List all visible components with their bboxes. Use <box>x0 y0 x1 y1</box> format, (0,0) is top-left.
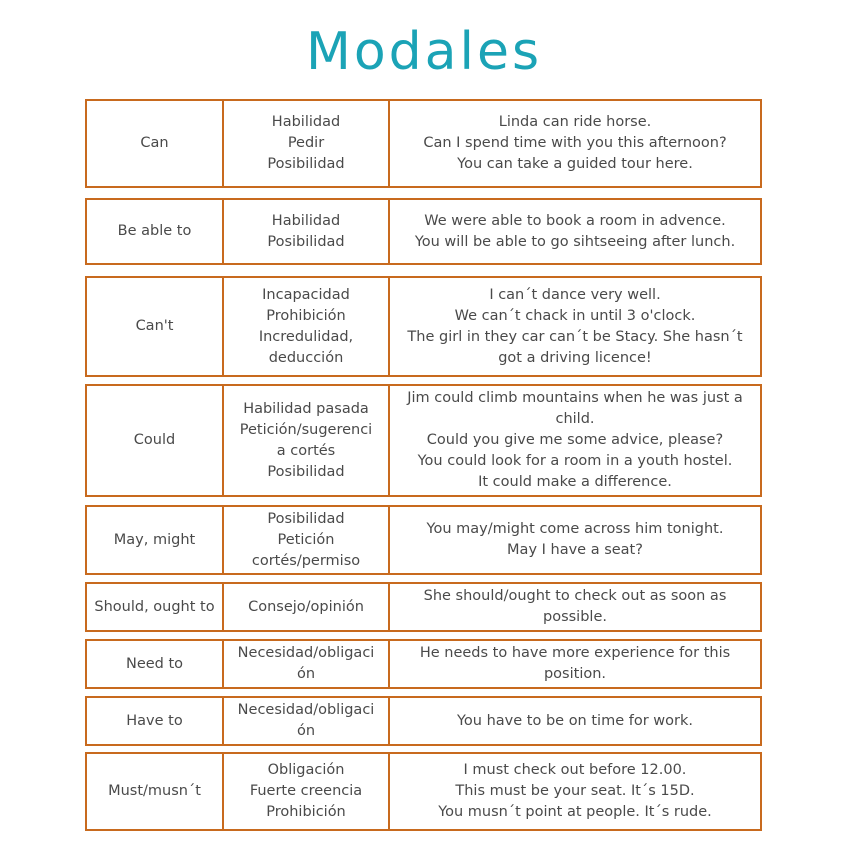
examples-cell <box>390 200 760 263</box>
use-line: cortés/permiso <box>251 552 361 569</box>
uses-cell <box>224 278 390 375</box>
modal-cell <box>87 698 224 744</box>
modal-label: Can <box>140 135 169 151</box>
use-line: Posibilidad <box>267 233 345 250</box>
table-row <box>85 505 762 575</box>
modal-cell <box>87 278 224 375</box>
uses-cell <box>224 584 390 630</box>
example-line: We were able to book a room in advence. <box>424 212 726 229</box>
use-line: Posibilidad <box>267 156 345 172</box>
modal-label: Must/musn´t <box>108 783 201 799</box>
use-line: Prohibición <box>266 307 346 324</box>
modal-label: Should, ought to <box>94 598 215 615</box>
use-line: ón <box>296 723 316 739</box>
example-line: She should/ought to check out as soon as <box>423 588 727 604</box>
table-row <box>85 276 762 377</box>
example-line: possible. <box>543 609 607 625</box>
modal-cell <box>87 200 224 263</box>
example-line: You musn´t point at people. It´s rude. <box>438 804 712 820</box>
example-line: This must be your seat. It´s 15D. <box>455 783 695 799</box>
example-line: got a driving licence! <box>498 349 652 366</box>
example-line: May I have a seat? <box>507 542 643 558</box>
example-line: child. <box>555 411 595 427</box>
example-line: I can´t dance very well. <box>489 286 661 303</box>
use-line: Habilidad <box>271 114 341 130</box>
uses-cell <box>224 698 390 744</box>
example-line: Could you give me some advice, please? <box>426 432 724 448</box>
modal-cell <box>87 584 224 630</box>
examples-cell <box>390 101 760 186</box>
uses-cell <box>224 507 390 573</box>
use-line: Obligación <box>267 762 345 778</box>
examples-cell <box>390 754 760 829</box>
modal-label: Have to <box>126 712 183 729</box>
uses-cell <box>224 641 390 687</box>
modal-label: Could <box>133 432 176 448</box>
table-row <box>85 639 762 689</box>
example-line: It could make a difference. <box>478 474 672 490</box>
examples-cell <box>390 698 760 744</box>
use-line: ón <box>296 666 316 682</box>
example-line: I must check out before 12.00. <box>463 762 687 778</box>
example-line: Jim could climb mountains when he was just a <box>407 390 743 406</box>
example-line: You can take a guided tour here. <box>457 156 693 172</box>
modal-cell <box>87 507 224 573</box>
use-line: Petición <box>277 531 335 548</box>
table-row <box>85 99 762 188</box>
example-line: We can´t chack in until 3 o'clock. <box>454 307 696 324</box>
table-row <box>85 752 762 831</box>
use-line: Petición/sugerenci <box>239 421 373 438</box>
use-line: Necesidad/obligaci <box>237 645 375 661</box>
example-line: position. <box>543 666 607 682</box>
use-line: a cortés <box>276 442 336 459</box>
modal-cell <box>87 641 224 687</box>
uses-cell <box>224 754 390 829</box>
examples-cell <box>390 278 760 375</box>
example-line: The girl in they car can´t be Stacy. She hasn´t <box>407 328 743 345</box>
page-title: Modales <box>305 22 543 82</box>
use-line: Incapacidad <box>262 286 350 303</box>
use-line: Necesidad/obligaci <box>237 702 375 718</box>
table-row <box>85 384 762 497</box>
use-line: Posibilidad <box>267 463 345 480</box>
modal-cell <box>87 386 224 495</box>
use-line: Pedir <box>287 135 325 151</box>
use-line: Habilidad pasada <box>243 400 369 417</box>
example-line: Can I spend time with you this afternoon? <box>423 135 727 151</box>
example-line: You will be able to go sihtseeing after lunch. <box>414 233 736 250</box>
use-line: Habilidad <box>271 212 341 229</box>
modal-label: Be able to <box>117 223 192 239</box>
uses-cell <box>224 386 390 495</box>
modal-label: Can't <box>135 318 174 334</box>
use-line: Fuerte creencia <box>249 783 363 799</box>
table-row <box>85 582 762 632</box>
example-line: He needs to have more experience for this <box>419 645 731 661</box>
example-line: You may/might come across him tonight. <box>426 521 724 537</box>
table-row <box>85 198 762 265</box>
example-line: You have to be on time for work. <box>457 712 693 729</box>
use-line: Prohibición <box>266 804 346 820</box>
uses-cell <box>224 200 390 263</box>
modal-label: Need to <box>125 655 184 672</box>
modal-label: May, might <box>113 531 196 548</box>
use-line: Consejo/opinión <box>248 598 364 615</box>
modal-cell <box>87 754 224 829</box>
examples-cell <box>390 641 760 687</box>
examples-cell <box>390 507 760 573</box>
uses-cell <box>224 101 390 186</box>
table-row <box>85 696 762 746</box>
modal-cell <box>87 101 224 186</box>
examples-cell <box>390 584 760 630</box>
use-line: deducción <box>268 349 344 366</box>
use-line: Incredulidad, <box>258 328 354 345</box>
example-line: You could look for a room in a youth hostel. <box>417 453 733 469</box>
examples-cell <box>390 386 760 495</box>
example-line: Linda can ride horse. <box>498 114 652 130</box>
use-line: Posibilidad <box>267 510 345 527</box>
